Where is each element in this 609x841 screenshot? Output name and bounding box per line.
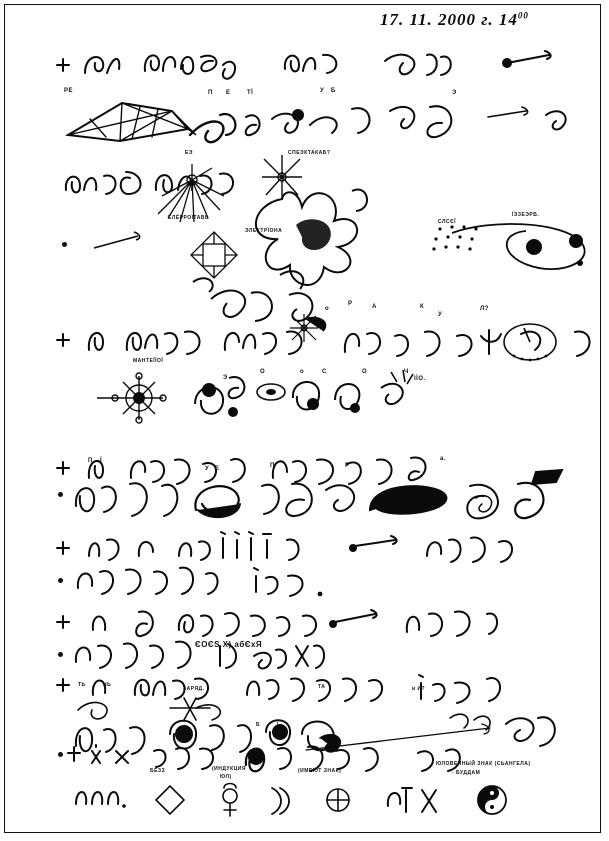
- annotation-e4: Е: [215, 466, 220, 472]
- annotation-o2: О: [260, 369, 266, 375]
- annotation-nb: НЬ: [103, 682, 112, 688]
- line-10-glyphs: [70, 562, 370, 602]
- line-2-glyphs: [60, 95, 580, 155]
- annotation-i3: Ї: [92, 687, 94, 693]
- line-8-glyphs: [70, 470, 570, 530]
- annotation-bezz: БЕЗЗ: [150, 768, 166, 774]
- annotation-imeyut-znak: (ИМЕЮТ ЗНАК): [298, 768, 342, 774]
- line-1-glyphs: [55, 45, 575, 90]
- line-14-glyphs: [70, 735, 490, 777]
- annotation-i2: Ї: [100, 458, 103, 464]
- star-flower-diagram: [240, 155, 420, 295]
- annotation-ta: ТА: [318, 684, 326, 690]
- annotation-yul: ЮЛ): [220, 774, 232, 780]
- annotation-u3: У: [205, 466, 210, 472]
- annotation-yulovechnyi-znak: ЮЛОВЕЧНЫЙ ЗНАК (СЬАНГЕЛА): [436, 761, 531, 767]
- annotation-indukciya: (ИНДУКЦИЯ: [212, 766, 246, 772]
- annotation-e3: Э: [223, 375, 228, 381]
- annotation-zaryad: ЗАРЯД.: [183, 686, 205, 692]
- arrow-stroke: [90, 230, 150, 254]
- annotation-k: К: [420, 304, 425, 310]
- line-15-symbols: [70, 782, 530, 822]
- annotation-iezerb: ЇЭЗЕЭРБ.: [512, 212, 540, 218]
- annotation-ch: Ч: [404, 369, 409, 375]
- annotation-re: РЕ: [64, 88, 74, 94]
- annotation-i4: Ї: [277, 722, 279, 728]
- annotation-e2: Э: [452, 90, 457, 96]
- annotation-p: П: [208, 90, 213, 96]
- annotation-u: У: [320, 88, 325, 94]
- annotation-p3: П: [270, 463, 275, 469]
- dotted-comet-diagram: [430, 215, 600, 285]
- annotation-a: А: [372, 304, 377, 310]
- date-text: 17. 11. 2000 г. 14: [380, 10, 518, 29]
- annotation-a2: а.: [440, 456, 447, 462]
- annotation-l: Л?: [480, 306, 489, 312]
- annotation-b: Б: [331, 88, 336, 94]
- annotation-p2: П: [88, 458, 93, 464]
- annotation-o: о: [325, 306, 330, 312]
- annotation-spektakab: СПЕЭКТАКАБ?: [288, 150, 331, 156]
- annotation-iio: ІЇО.: [414, 376, 426, 382]
- bullet-dot: [62, 242, 67, 247]
- annotation-b2: Б: [256, 722, 261, 728]
- annotation-e: Е: [226, 90, 231, 96]
- orbital-blobs-diagram: [185, 368, 425, 428]
- bullet-dot-line8: [58, 492, 63, 497]
- annotation-o3: о: [300, 369, 305, 375]
- annotation-buddam: - БУДДАМ: [452, 770, 481, 776]
- annotation-r: Р: [348, 301, 353, 307]
- annotation-r2: Р: [345, 463, 350, 469]
- annotation-ti: ТЇ: [247, 90, 254, 96]
- annotation-u2: У: [438, 312, 443, 318]
- dial-glyph: [500, 320, 570, 370]
- annotation-tn: ТЬ: [78, 682, 86, 688]
- small-starburst-icon: [288, 312, 328, 352]
- annotation-mantellion: МАНТЕЇЇОЇ: [133, 358, 164, 364]
- date-header: [380, 10, 529, 30]
- annotation-elerroitab: ЕЛЁРРОЇТАВЬ: [168, 215, 210, 221]
- electron-square-diagram: [185, 230, 265, 290]
- annotation-o4: О: [362, 369, 368, 375]
- annotation-ii: и И?: [412, 686, 426, 692]
- bullet-dot-last-line: [58, 752, 63, 757]
- annotation-slsei: СЛСЄЇ: [438, 219, 457, 225]
- annotation-electrona: ЭЛЕКТРЇОНА: [245, 228, 283, 234]
- date-superscript: 00: [517, 10, 529, 21]
- bullet-dot-line10: [58, 578, 63, 583]
- annotation-ee: ЕЭ: [185, 150, 193, 156]
- annotation-abuha: ЄОЄЅ Х) абЄхЯ: [195, 640, 263, 649]
- annotation-s: С: [322, 369, 327, 375]
- bullet-dot-line12: [58, 652, 63, 657]
